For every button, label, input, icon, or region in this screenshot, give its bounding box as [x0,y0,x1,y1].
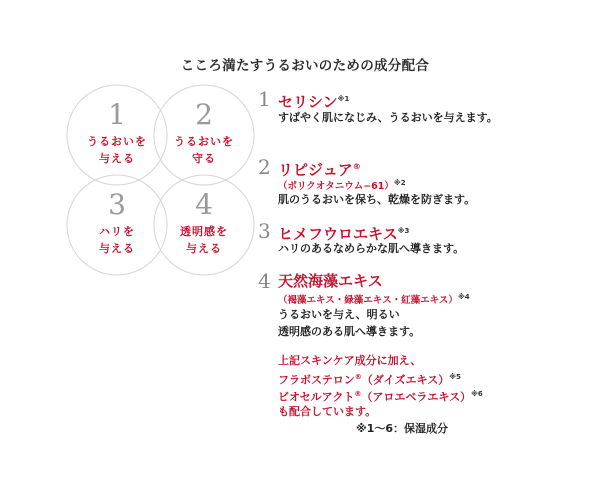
ingredient-1-name [278,90,349,111]
note-line3-registered-mark: ® [354,390,362,398]
ingredient-2-name-text: リピジュア [278,161,353,179]
ingredient-4-mark: ※4 [457,293,470,301]
circle-3-label-line1: ハリを [99,225,135,238]
circle-4-label-line1: 透明感を [180,225,228,238]
circle-3-number: 3 [108,188,126,221]
page-title: こころ満たすうるおいのための成分配合 [180,58,430,74]
circle-2-number: 2 [195,98,213,131]
ingredient-3-number: 3 [258,219,271,243]
circle-2-label-line1: うるおいを [174,135,234,148]
circle-2-label [164,133,244,167]
circle-1-label-line2: 与える [99,152,135,165]
ingredient-2-registered-mark: ® [352,162,361,171]
ingredient-2-name [278,158,361,179]
note-line2-name: フラボステロン [278,373,355,387]
circle-3-label-line2: 与える [99,242,135,255]
circle-1-number: 1 [108,98,126,131]
circle-3-label [77,223,157,257]
note-line3-name: ビオセルアクト [278,390,355,404]
note-line2-registered-mark: ® [354,373,362,381]
ingredient-3-mark: ※3 [397,227,410,235]
ingredient-3-description: ハリのあるなめらかな肌へ導きます。 [278,242,465,255]
ingredient-2-number: 2 [258,155,271,179]
note-line2-mark: ※5 [449,373,461,381]
circle-1-label [77,133,157,167]
circle-2-label-line2: 守る [192,152,216,165]
ingredient-1-number: 1 [258,87,271,111]
circle-4-label [164,223,244,257]
circle-1-label-line1: うるおいを [87,135,147,148]
ingredient-2-mark: ※2 [393,179,406,187]
note-line3-mark: ※6 [471,390,483,398]
circle-4-label-line2: 与える [186,242,222,255]
note-line4: も配合しています。 [278,405,377,418]
ingredient-4-description-line1: うるおいを与え、明るい [278,308,400,321]
circle-4-number: 4 [195,188,213,221]
ingredient-1-name-text: セリシン [278,93,338,111]
ingredient-4-name: 天然海藻エキス [278,272,383,290]
note-line3-detail: （アロエベラエキス） [361,390,472,404]
ingredient-4-number: 4 [258,269,271,293]
ingredient-4-subname-text: （褐藻エキス・緑藻エキス・紅藻エキス） [278,295,458,307]
note-line1: 上記スキンケア成分に加え、 [278,354,422,367]
note-line2-detail: （ダイズエキス） [361,373,450,387]
footnote: ※1〜6：保湿成分 [356,422,449,435]
ingredient-3-name-text: ヒメフウロエキス [278,225,398,243]
ingredient-1-mark: ※1 [337,95,350,103]
ingredient-1-description: すばやく肌になじみ、うるおいを与えます。 [278,111,498,124]
ingredient-2-subname-text: （ポリクオタニウム−61） [278,181,394,193]
ingredient-4-description-line2: 透明感のある肌へ導きます。 [278,325,421,338]
ingredient-4-subname [278,291,470,307]
ingredient-2-description: 肌のうるおいを保ち、乾燥を防ぎます。 [278,193,476,206]
